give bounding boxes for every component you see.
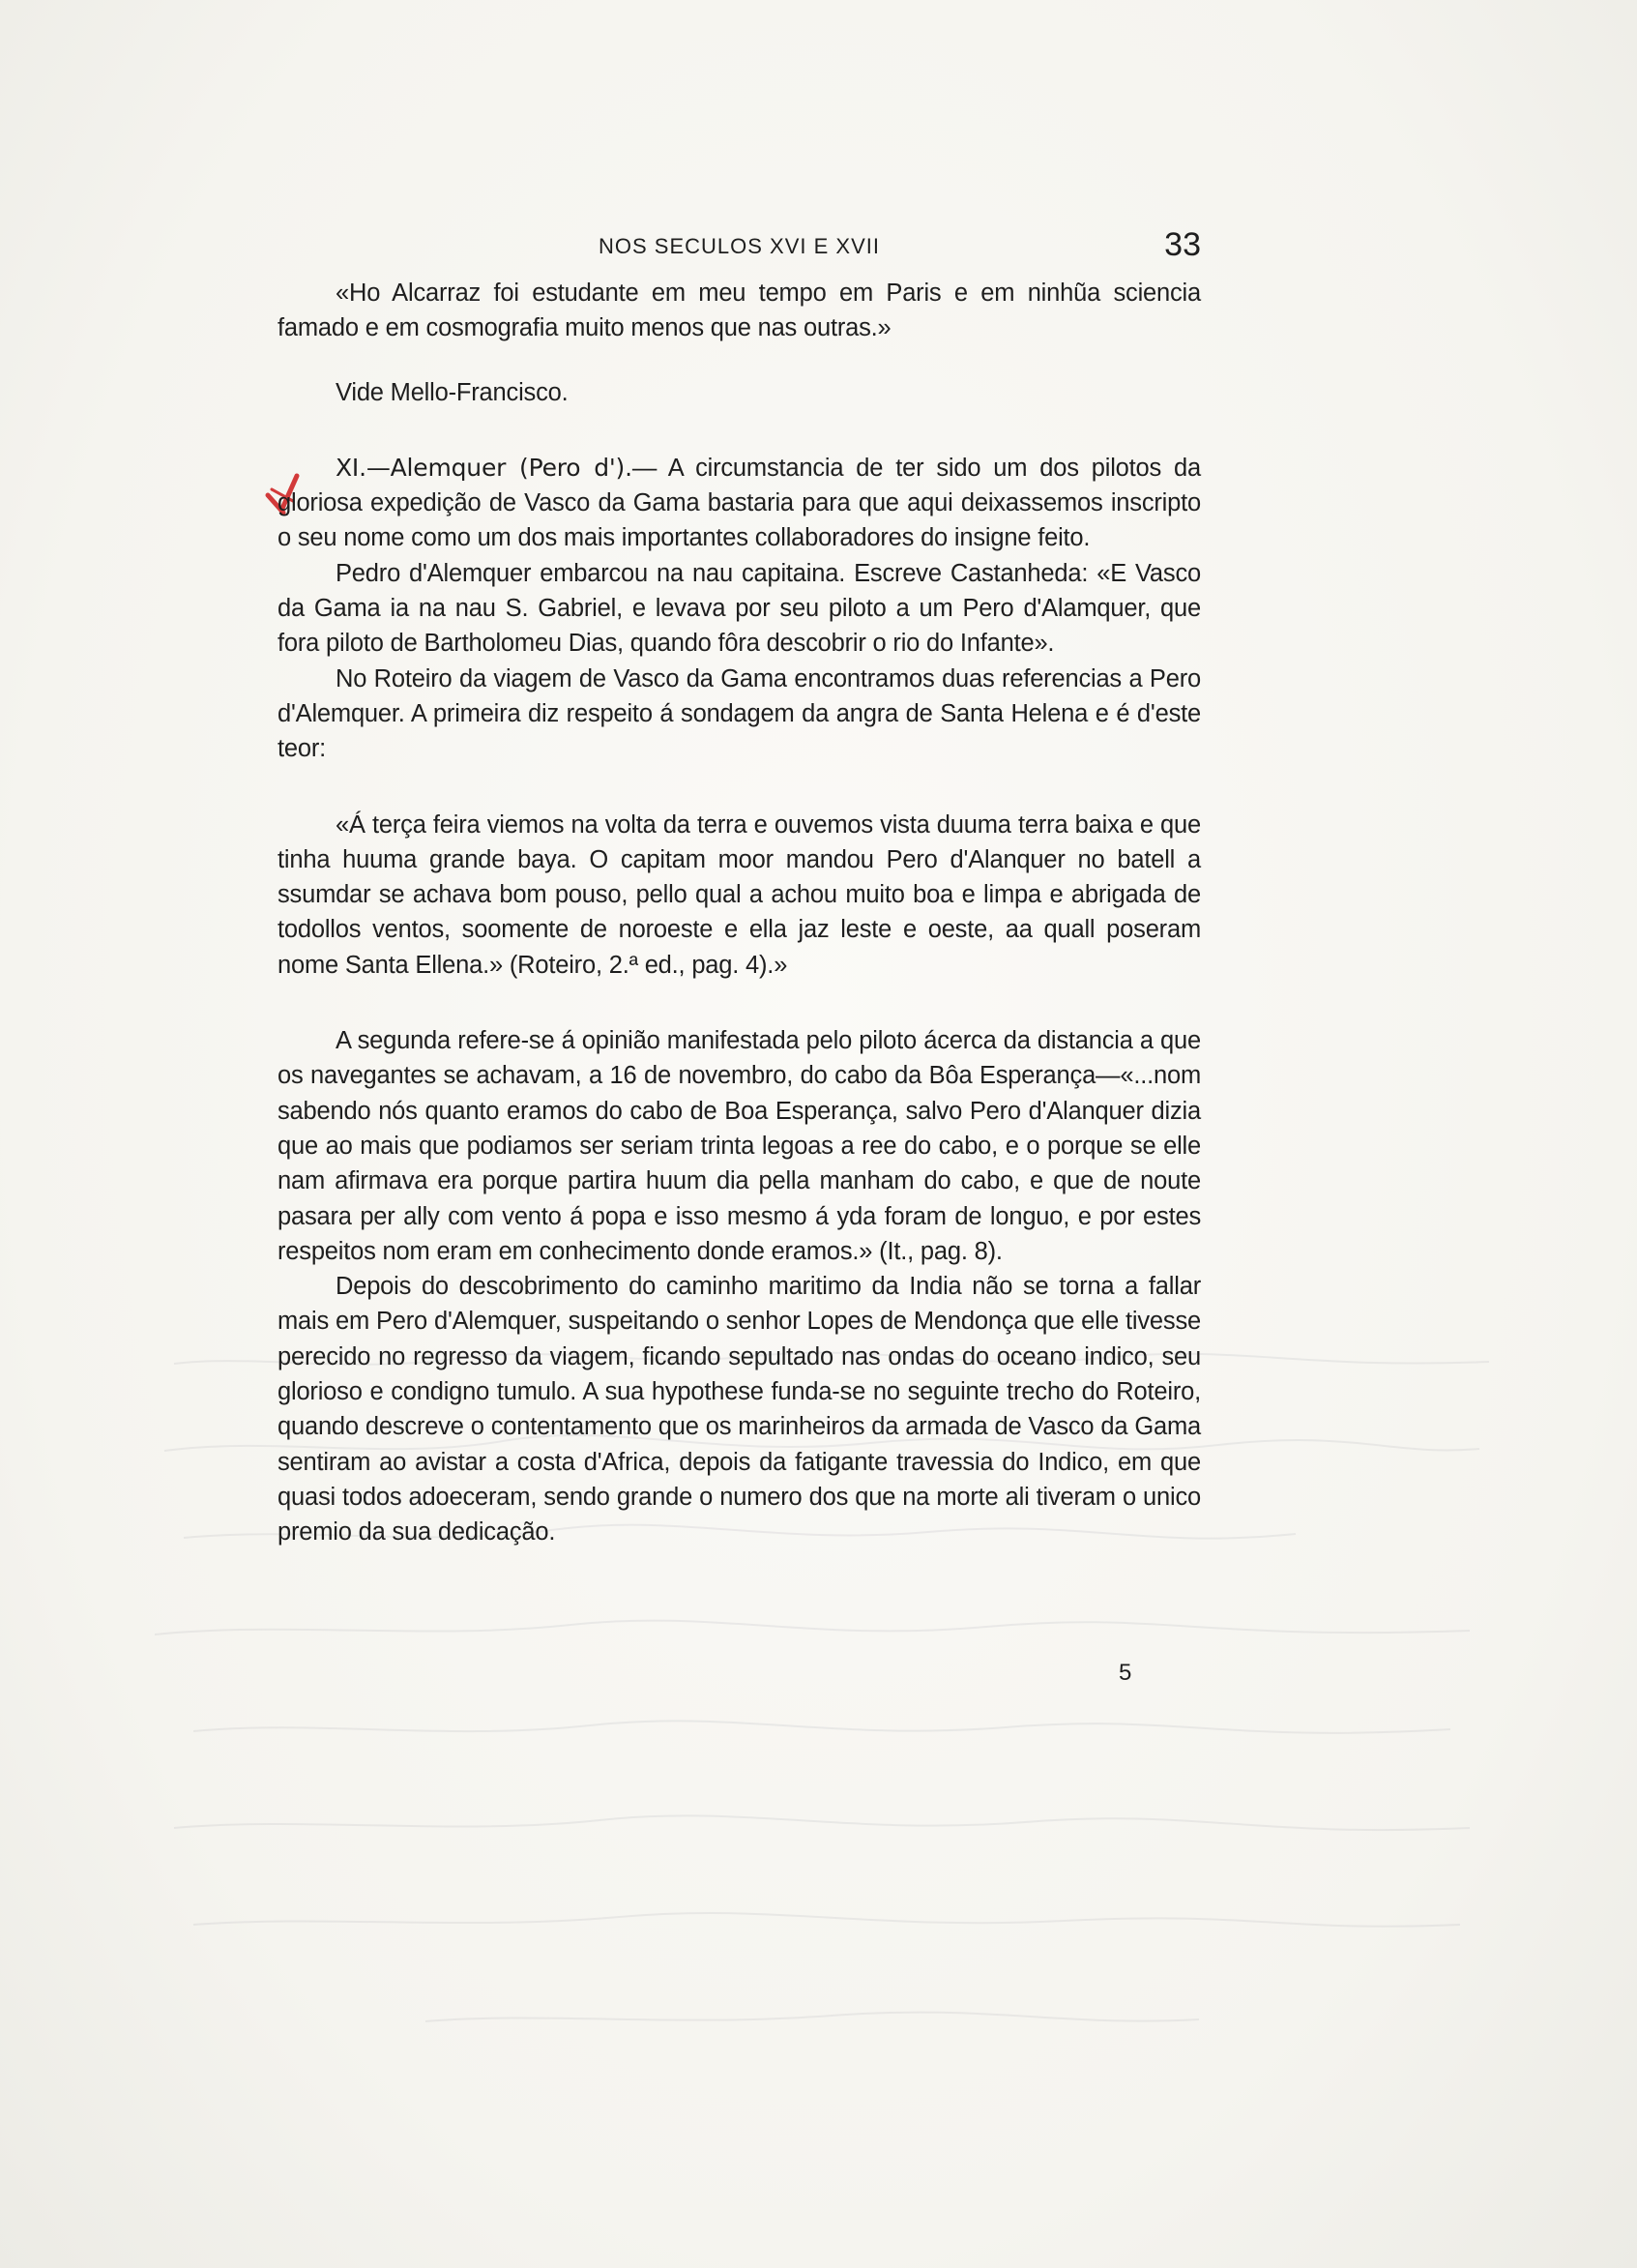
main-text <box>278 276 1201 1550</box>
quote-citation: (Roteiro, 2.ª ed., pag. 4).» <box>509 951 788 979</box>
section-heading: XI.—Alemquer (Pero d'). <box>336 453 632 482</box>
signature-mark: 5 <box>1119 1660 1132 1686</box>
paragraph-segunda-text: A segunda refere-se á opinião manifestada pelo piloto ácerca da distancia a que os navegantes se achavam, a 16 de novembro, do cabo da Bôa Esperança—«...nom sabendo nós quanto eramos do cabo de Boa Esperança, salvo Pero d'Alanquer dizia que ao mais que podiamos ser seriam trinta legoas a ree do cabo, e o porque se elle nam afirmava era porque partira huum dia pella manham do cabo, e que de noute pasara per ally com vento á popa e isso mesmo á yda foram de longuo, e por estes respeitos nom eram em conhecimento donde eramos.» <box>278 1027 1201 1265</box>
running-title: NOS SECULOS XVI E XVII <box>599 234 880 258</box>
quote-santa-helena <box>278 808 1201 983</box>
running-head <box>278 226 1201 265</box>
paragraph-segunda-citation: (It., pag. 8). <box>879 1237 1003 1265</box>
section-xi <box>278 451 1201 556</box>
page-number: 33 <box>1164 226 1201 263</box>
paragraph-roteiro: No Roteiro da viagem de Vasco da Gama encontramos duas referencias a Pero d'Alemquer. A primeira diz respeito á sondagem da angra de Santa Helena e é d'este teor: <box>278 664 1201 763</box>
vide-reference: Vide Mello-Francisco. <box>336 378 569 406</box>
opening-quote: «Ho Alcarraz foi estudante em meu tempo em Paris e em ninhũa sciencia famado e em cosmografia muito menos que nas outras.» <box>278 280 1201 342</box>
section-intro: — A circumstancia de ter sido um dos pilotos da gloriosa expedição de Vasco da Gama bastaria para que aqui deixassemos inscripto o seu nome como um dos mais importantes collaboradores do insigne feito. <box>278 454 1201 552</box>
quote-text: «Á terça feira viemos na volta da terra e ouvemos vista duuma terra baixa e que tinha huuma grande baya. O capitam moor mandou Pero d'Alanquer no batell a ssumdar se achava bom pouso, pello qual a achou muito boa e limpa e abrigada de todollos ventos, soomente de noroeste e ella jaz leste e oeste, aa quall poseram nome Santa Ellena.» <box>278 810 1201 979</box>
paragraph-depois: Depois do descobrimento do caminho maritimo da India não se torna a fallar mais em Pero d'Alemquer, suspeitando o senhor Lopes de Mendonça que elle tivesse perecido no regresso da viagem, ficando sepultado nas ondas do oceano indico, seu glorioso e condigno tumulo. A sua hypothese funda-se no seguinte trecho do Roteiro, quando descreve o contentamento que os marinheiros da armada de Vasco da Gama sentiram ao avistar a costa d'Africa, depois da fatigante travessia do Indico, em que quasi todos adoeceram, sendo grande o numero dos que na morte ali tiveram o unico premio da sua dedicação. <box>278 1273 1201 1546</box>
paragraph-segunda <box>278 1023 1201 1269</box>
paragraph-pedro: Pedro d'Alemquer embarcou na nau capitaina. Escreve Castanheda: «E Vasco da Gama ia na nau S. Gabriel, e levava por seu piloto a um Pero d'Alamquer, que fora piloto de Bartholomeu Dias, quando fôra descobrir o rio do Infante». <box>278 559 1201 658</box>
